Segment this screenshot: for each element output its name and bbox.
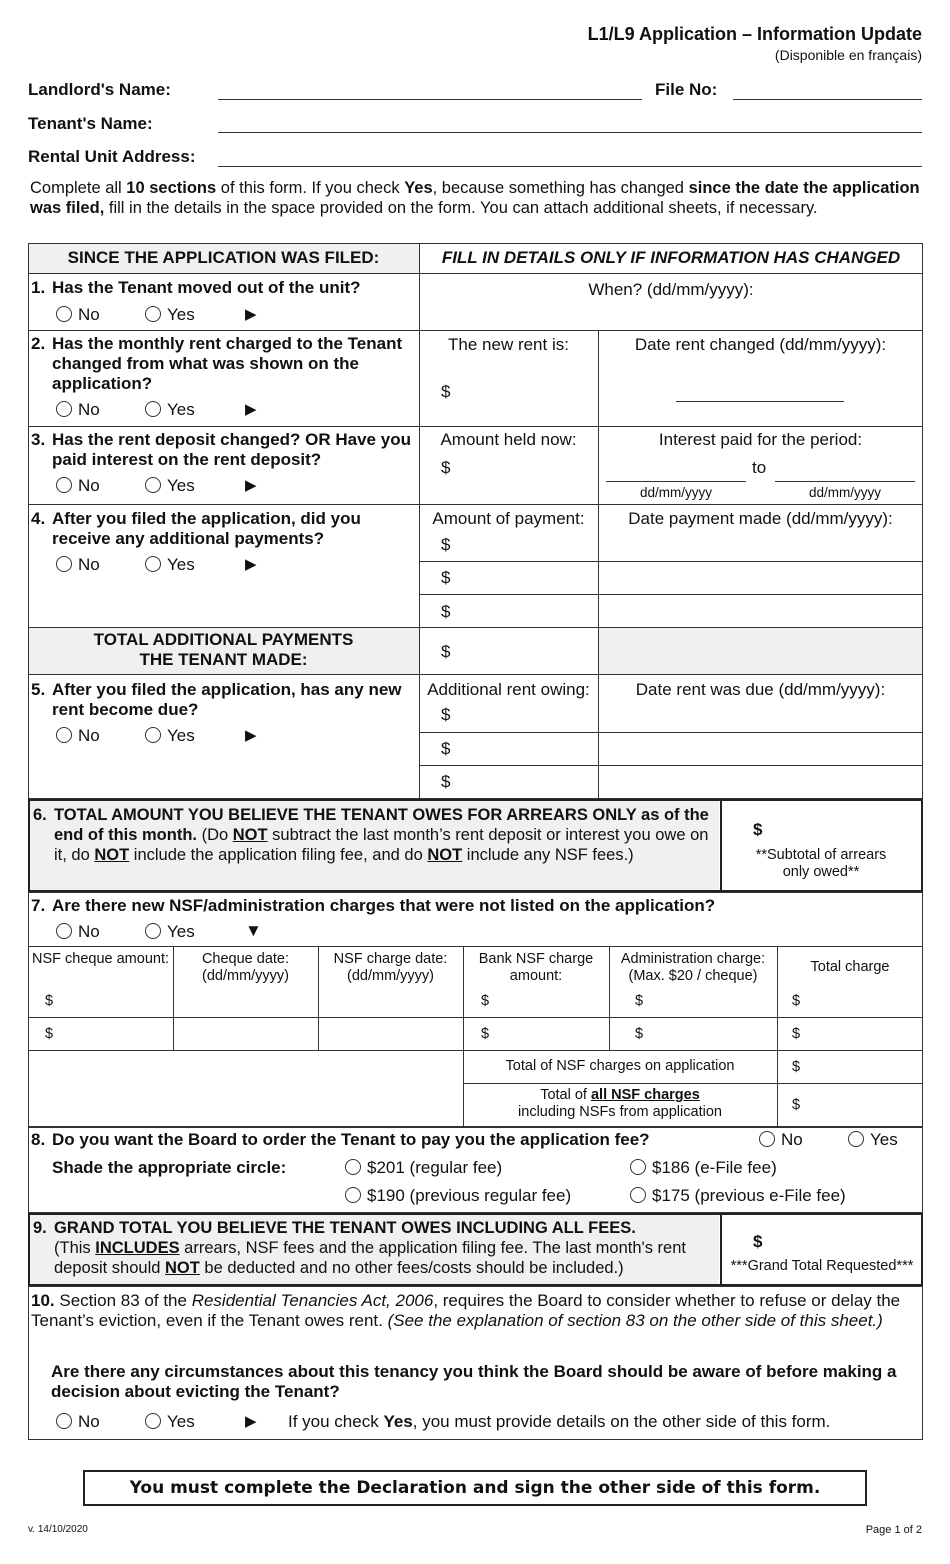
s6-subtotal-label: **Subtotal of arrears only owed** [755, 847, 887, 880]
section-3-question: 3. Has the rent deposit changed? OR Have you paid interest on the rent deposit? [31, 430, 411, 469]
s3-to-label: to [752, 458, 767, 477]
s4-dollar-3: $ [441, 602, 451, 621]
s5-dollar-3: $ [441, 772, 451, 791]
s7-r1-dollar-3: $ [635, 993, 644, 1009]
s2-date-label: Date rent changed (dd/mm/yyyy): [634, 335, 887, 354]
section-9-text: 9. GRAND TOTAL YOU BELIEVE THE TENANT OWES INCLUDING ALL FEES. (This INCLUDES arrears, NSF fees and the application filing fee. The last month's rent deposit should NOT be deducted and no other fees/costs should be included.) [33, 1219, 686, 1277]
s4-no-option[interactable]: No [56, 555, 100, 575]
s6-dollar: $ [753, 820, 763, 839]
s10-no-option[interactable]: No [56, 1412, 100, 1432]
radio-circle-icon[interactable] [56, 923, 72, 939]
s9-grand-total-label: ***Grand Total Requested*** [730, 1258, 914, 1274]
s5-date-label: Date rent was due (dd/mm/yyyy): [635, 680, 886, 699]
s10-yes-option[interactable]: Yes [145, 1412, 195, 1432]
fee-201-option[interactable]: $201 (regular fee) [345, 1158, 502, 1178]
table-head-right: FILL IN DETAILS ONLY IF INFORMATION HAS CHANGED [441, 248, 901, 267]
s7-r1-dollar-4: $ [792, 993, 801, 1009]
s2-date-field[interactable] [676, 401, 844, 402]
s7-yes-option[interactable]: Yes [145, 922, 195, 942]
tenant-name-field[interactable] [218, 132, 922, 133]
radio-circle-icon[interactable] [145, 923, 161, 939]
s7-r2-dollar-3: $ [635, 1026, 644, 1042]
right-triangle-icon: ▶ [245, 556, 257, 573]
radio-circle-icon[interactable] [345, 1159, 361, 1175]
radio-circle-icon[interactable] [56, 1413, 72, 1429]
file-no-label: File No: [655, 80, 718, 99]
s5-no-option[interactable]: No [56, 726, 100, 746]
radio-circle-icon[interactable] [56, 477, 72, 493]
s7-r1-dollar-2: $ [481, 993, 490, 1009]
tenant-name-label: Tenant's Name: [28, 114, 153, 133]
section-1-question: 1. Has the Tenant moved out of the unit? [31, 278, 361, 297]
s2-dollar: $ [441, 382, 451, 401]
radio-circle-icon[interactable] [759, 1131, 775, 1147]
total-nsf-app-dollar: $ [792, 1059, 801, 1075]
radio-circle-icon[interactable] [848, 1131, 864, 1147]
total-payments-dollar: $ [441, 642, 451, 661]
s3-held-label: Amount held now: [440, 430, 577, 449]
radio-circle-icon[interactable] [145, 477, 161, 493]
s3-yes-option[interactable]: Yes [145, 476, 195, 496]
section-7-question: 7. Are there new NSF/administration charges that were not listed on the application? [31, 896, 716, 915]
radio-circle-icon[interactable] [56, 556, 72, 572]
right-triangle-icon: ▶ [245, 477, 257, 494]
col-admin-charge: Administration charge: (Max. $20 / cheque) [620, 951, 766, 984]
radio-circle-icon[interactable] [345, 1187, 361, 1203]
radio-circle-icon[interactable] [56, 401, 72, 417]
s1-no-option[interactable]: No [56, 305, 100, 325]
s2-new-rent-label: The new rent is: [448, 335, 569, 354]
total-nsf-all-label: Total of all NSF charges including NSFs from application [518, 1087, 722, 1120]
s1-when-label: When? (dd/mm/yyyy): [588, 280, 754, 299]
right-triangle-icon: ▶ [245, 1413, 257, 1430]
s3-to-format: dd/mm/yyyy [808, 485, 881, 500]
s4-amount-label: Amount of payment: [432, 509, 585, 528]
page-number: Page 1 of 2 [865, 1524, 922, 1536]
col-bank-nsf: Bank NSF charge amount: [478, 951, 594, 984]
s1-yes-option[interactable]: Yes [145, 305, 195, 325]
s2-no-option[interactable]: No [56, 400, 100, 420]
s5-yes-option[interactable]: Yes [145, 726, 195, 746]
s4-dollar-1: $ [441, 535, 451, 554]
s5-owing-label: Additional rent owing: [427, 680, 590, 699]
s7-r2-dollar-4: $ [792, 1026, 801, 1042]
landlord-name-field[interactable] [218, 99, 642, 100]
s8-no-option[interactable]: No [759, 1130, 803, 1150]
s3-to-field[interactable] [775, 481, 915, 482]
radio-circle-icon[interactable] [145, 1413, 161, 1429]
s7-r1-dollar-1: $ [45, 993, 54, 1009]
radio-circle-icon[interactable] [630, 1187, 646, 1203]
s7-no-option[interactable]: No [56, 922, 100, 942]
s7-r2-dollar-1: $ [45, 1026, 54, 1042]
section-8-question: 8. Do you want the Board to order the Tenant to pay you the application fee? [31, 1130, 650, 1149]
s3-from-format: dd/mm/yyyy [639, 485, 712, 500]
s8-yes-option[interactable]: Yes [848, 1130, 898, 1150]
s5-dollar-2: $ [441, 739, 451, 758]
fee-186-option[interactable]: $186 (e-File fee) [630, 1158, 777, 1178]
rental-address-label: Rental Unit Address: [28, 147, 196, 166]
form-subtitle: (Disponible en français) [774, 47, 922, 63]
s4-yes-option[interactable]: Yes [145, 555, 195, 575]
radio-circle-icon[interactable] [56, 306, 72, 322]
form-title: L1/L9 Application – Information Update [587, 24, 922, 44]
landlord-name-label: Landlord's Name: [28, 80, 171, 99]
s3-from-field[interactable] [606, 481, 746, 482]
right-triangle-icon: ▶ [245, 401, 257, 418]
down-triangle-icon: ▼ [245, 921, 262, 940]
declaration-notice: You must complete the Declaration and sign the other side of this form. [83, 1470, 867, 1506]
total-payments-label: TOTAL ADDITIONAL PAYMENTS THE TENANT MADE: [93, 630, 354, 669]
section-10-text: 10. Section 83 of the Residential Tenancies Act, 2006, requires the Board to consider whether to refuse or delay the Tenant’s eviction, even if the Tenant owes rent. (See the explanation of section 83 on the other side of this sheet.) [31, 1291, 901, 1330]
s4-date-label: Date payment made (dd/mm/yyyy): [628, 509, 893, 528]
s2-yes-option[interactable]: Yes [145, 400, 195, 420]
radio-circle-icon[interactable] [145, 306, 161, 322]
section-5-question: 5. After you filed the application, has any new rent become due? [31, 680, 402, 719]
radio-circle-icon[interactable] [145, 727, 161, 743]
section-4-question: 4. After you filed the application, did you receive any additional payments? [31, 509, 361, 548]
section-10-question: Are there any circumstances about this tenancy you think the Board should be aware of before making a decision about evicting the Tenant? [51, 1362, 897, 1401]
shade-circle-label: Shade the appropriate circle: [52, 1158, 287, 1177]
table-head-left: SINCE THE APPLICATION WAS FILED: [67, 248, 380, 267]
s7-r2-dollar-2: $ [481, 1026, 490, 1042]
section-6-text: 6. TOTAL AMOUNT YOU BELIEVE THE TENANT OWES FOR ARREARS ONLY as of the end of this month. (Do NOT subtract the last month’s rent deposit or interest you owe on it, do NOT include the application filing fee, and do NOT include any NSF fees.) [33, 806, 709, 864]
s5-dollar-1: $ [441, 705, 451, 724]
col-nsf-amount: NSF cheque amount: [31, 951, 170, 967]
file-no-field[interactable] [733, 99, 922, 100]
s3-interest-label: Interest paid for the period: [658, 430, 863, 449]
col-nsf-charge-date: NSF charge date: (dd/mm/yyyy) [333, 951, 448, 984]
s3-no-option[interactable]: No [56, 476, 100, 496]
rental-address-field[interactable] [218, 166, 922, 167]
version-label: v. 14/10/2020 [28, 1524, 88, 1535]
radio-circle-icon[interactable] [145, 556, 161, 572]
total-nsf-all-dollar: $ [792, 1097, 801, 1113]
s9-dollar: $ [753, 1232, 763, 1251]
s10-note: If you check Yes, you must provide details on the other side of this form. [288, 1412, 831, 1431]
total-nsf-app-label: Total of NSF charges on application [505, 1058, 735, 1074]
radio-circle-icon[interactable] [145, 401, 161, 417]
col-total-charge: Total charge [810, 959, 890, 975]
col-cheque-date: Cheque date: (dd/mm/yyyy) [201, 951, 290, 984]
section-2-question: 2. Has the monthly rent charged to the Tenant changed from what was shown on the application? [31, 334, 403, 393]
fee-190-option[interactable]: $190 (previous regular fee) [345, 1186, 571, 1206]
s3-dollar: $ [441, 458, 451, 477]
s4-dollar-2: $ [441, 568, 451, 587]
right-triangle-icon: ▶ [245, 727, 257, 744]
intro-text: Complete all 10 sections of this form. If you check Yes, because something has changed since the date the application was filed, fill in the details in the space provided on the form. You can attach additional sheets, if necessary. [30, 179, 920, 217]
radio-circle-icon[interactable] [630, 1159, 646, 1175]
fee-175-option[interactable]: $175 (previous e-File fee) [630, 1186, 846, 1206]
radio-circle-icon[interactable] [56, 727, 72, 743]
right-triangle-icon: ▶ [245, 306, 257, 323]
